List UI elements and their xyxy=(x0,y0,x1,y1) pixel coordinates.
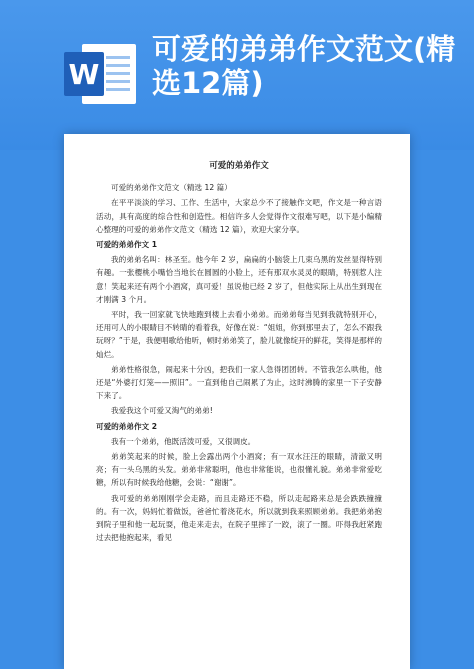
word-logo-letter: W xyxy=(64,52,104,96)
section-heading: 可爱的弟弟作文 1 xyxy=(96,240,158,250)
icon-line xyxy=(106,80,130,83)
paragraph: 可爱的弟弟作文范文（精选 12 篇） xyxy=(111,183,232,193)
paragraph: 我爱我这个可爱又淘气的弟弟! xyxy=(111,406,213,416)
paragraph: 我的弟弟名叫：林圣至。他今年 2 岁，扁扁的小脑袋上几束乌黑的发丝显得特别有趣。一张樱桃小嘴恰当地长在圆圆的小脸上，还有那双水灵灵的眼睛，特别惹人注意！笑起来还有两个小酒窝，真可爱！虽说他已经 2 岁了，但他实际上从出生到现在才刚满 3 个月。 xyxy=(96,255,382,304)
section-heading: 可爱的弟弟作文 2 xyxy=(96,421,158,431)
paragraph: 弟弟笑起来的时候，脸上会露出两个小酒窝；有一双水汪汪的眼睛，清澈又明亮；有一头乌黑的头发。弟弟非常聪明，他也非常能说，也很懂礼貌。弟弟非常爱吃糖，所以有时候我给他糖，会说：“谢谢”。 xyxy=(96,452,382,488)
paragraph: 在平平淡淡的学习、工作、生活中，大家总少不了接触作文吧，作文是一种言语活动，具有高度的综合性和创造性。相信许多人会觉得作文很难写吧，以下是小编精心整理的可爱的弟弟作文范文（精选 12 篇），欢迎大家分享。 xyxy=(96,198,382,234)
header-banner xyxy=(0,0,474,150)
paragraph: 我有一个弟弟，他既活泼可爱，又很调皮。 xyxy=(111,436,256,446)
document-page xyxy=(64,134,410,669)
banner-title: 可爱的弟弟作文范文(精选12篇) xyxy=(152,32,456,100)
paragraph: 平时，我一回家就飞快地跑到楼上去看小弟弟。而弟弟每当见到我就特别开心，还用可人的小眼睛目不转睛的看着我，好像在说：“姐姐，你到那里去了，怎么不跟我玩呀？”于是，我便唱歌给他听，顿时弟弟笑了，脸儿就像绽开的鲜花，笑得是那样的灿烂。 xyxy=(96,310,382,359)
document-content xyxy=(96,160,382,546)
icon-line xyxy=(106,88,130,91)
icon-line xyxy=(106,64,130,67)
icon-line xyxy=(106,72,130,75)
paragraph: 弟弟性格很急，闹起来十分凶，把我们一家人急得团团转。不管我怎么哄他，他还是“外婆打灯笼——照旧”。一直到他自己闹累了为止，这时沸腾的家里一下子安静下来了。 xyxy=(96,364,382,401)
icon-line xyxy=(106,56,130,59)
word-document-icon xyxy=(64,44,136,104)
paragraph: 我可爱的弟弟刚刚学会走路，而且走路还不稳，所以走起路来总是会跌跌撞撞的。有一次，妈妈忙着做饭，爸爸忙着浇花水，所以就到我来照顾弟弟。我把弟弟抱到院子里和他一起玩耍，他走来走去，在院子里摔了一跤，滚了一圈。吓得我赶紧跑过去把他抱起来，看见 xyxy=(96,493,382,543)
document-title: 可爱的弟弟作文 xyxy=(209,161,269,171)
